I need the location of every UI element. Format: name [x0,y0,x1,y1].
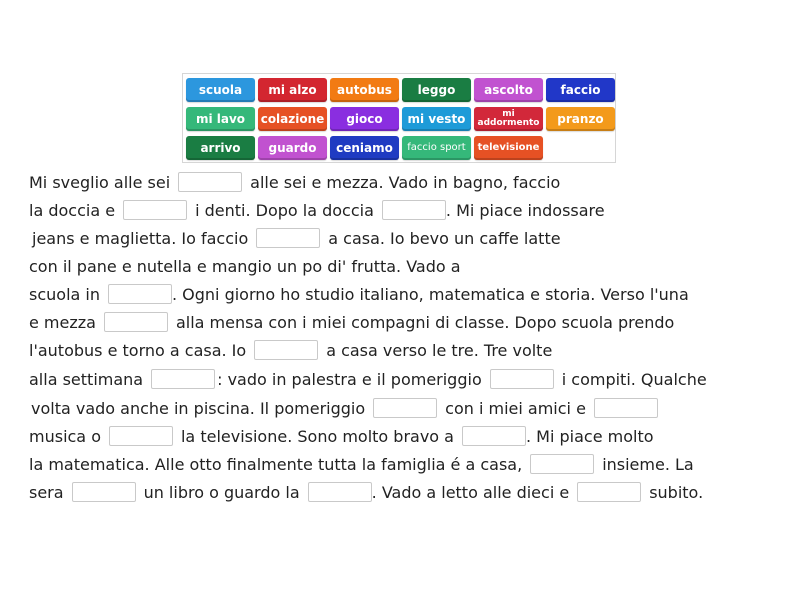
word-tile[interactable]: faccio [546,78,615,102]
passage-text: . Mi piace molto [525,426,654,446]
drop-blank[interactable] [490,369,554,389]
passage-text: . Ogni giorno ho studio italiano, matematica e storia. Verso l'una [171,284,689,304]
word-tile[interactable]: scuola [186,78,255,102]
word-tile[interactable]: guardo [258,136,327,160]
passage-text: subito. [649,482,704,502]
drop-blank[interactable] [530,454,594,474]
passage-text: a casa. Io bevo un caffe latte [328,228,561,248]
passage-text: volta vado anche in piscina. Il pomeriggio [31,398,366,418]
drop-blank[interactable] [308,482,372,502]
word-tile[interactable]: mi alzo [258,78,327,102]
word-tile[interactable]: autobus [330,78,399,102]
word-tile[interactable]: faccio sport [402,136,471,160]
passage-text: alla settimana [29,369,144,389]
word-tile[interactable]: ascolto [474,78,543,102]
drop-blank[interactable] [104,312,168,332]
drop-blank[interactable] [254,340,318,360]
drop-blank[interactable] [594,398,658,418]
word-tile[interactable]: gioco [330,107,399,131]
word-tile[interactable]: pranzo [546,107,615,131]
passage-text: l'autobus e torno a casa. Io [29,340,247,360]
drop-blank[interactable] [577,482,641,502]
drop-blank[interactable] [373,398,437,418]
drop-blank[interactable] [109,426,173,446]
passage-text: : vado in palestra e il pomeriggio [217,369,482,389]
passage-text: con i miei amici e [445,398,586,418]
passage-text: jeans e maglietta. Io faccio [32,228,249,248]
passage-text: . Vado a letto alle dieci e [371,482,570,502]
passage-text: musica o [29,426,101,446]
word-tile[interactable]: arrivo [186,136,255,160]
word-tile[interactable]: mi vesto [402,107,471,131]
passage-text: i denti. Dopo la doccia [195,200,374,220]
passage-text: Mi sveglio alle sei [29,172,171,192]
passage-text: la doccia e [29,200,116,220]
drop-blank[interactable] [382,200,446,220]
word-tile[interactable]: leggo [402,78,471,102]
drop-blank[interactable] [256,228,320,248]
word-tile[interactable]: mi lavo [186,107,255,131]
passage-text: alle sei e mezza. Vado in bagno, faccio [250,172,561,192]
passage-text: a casa verso le tre. Tre volte [326,340,553,360]
passage-text: i compiti. Qualche [561,369,707,389]
drop-blank[interactable] [72,482,136,502]
passage-text: sera [29,482,64,502]
drop-blank[interactable] [108,284,172,304]
word-tile[interactable]: ceniamo [330,136,399,160]
word-bank [182,73,616,163]
passage-text: alla mensa con i miei compagni di classe. Dopo scuola prendo [175,312,675,332]
passage-text: la matematica. Alle otto finalmente tutta la famiglia é a casa, [29,454,523,474]
drop-blank[interactable] [123,200,187,220]
passage-text: e mezza [29,312,96,332]
passage-text: un libro o guardo la [143,482,300,502]
passage-text: . Mi piace indossare [445,200,605,220]
word-tile[interactable]: televisione [474,136,543,160]
passage-text: la televisione. Sono molto bravo a [180,426,454,446]
drop-blank[interactable] [462,426,526,446]
passage-text: con il pane e nutella e mangio un po di' frutta. Vado a [29,256,461,276]
word-tile[interactable]: mi addormento [474,107,543,131]
drop-blank[interactable] [151,369,215,389]
passage-text: scuola in [29,284,100,304]
drop-blank[interactable] [178,172,242,192]
word-tile[interactable]: colazione [258,107,327,131]
passage-text: insieme. La [602,454,694,474]
